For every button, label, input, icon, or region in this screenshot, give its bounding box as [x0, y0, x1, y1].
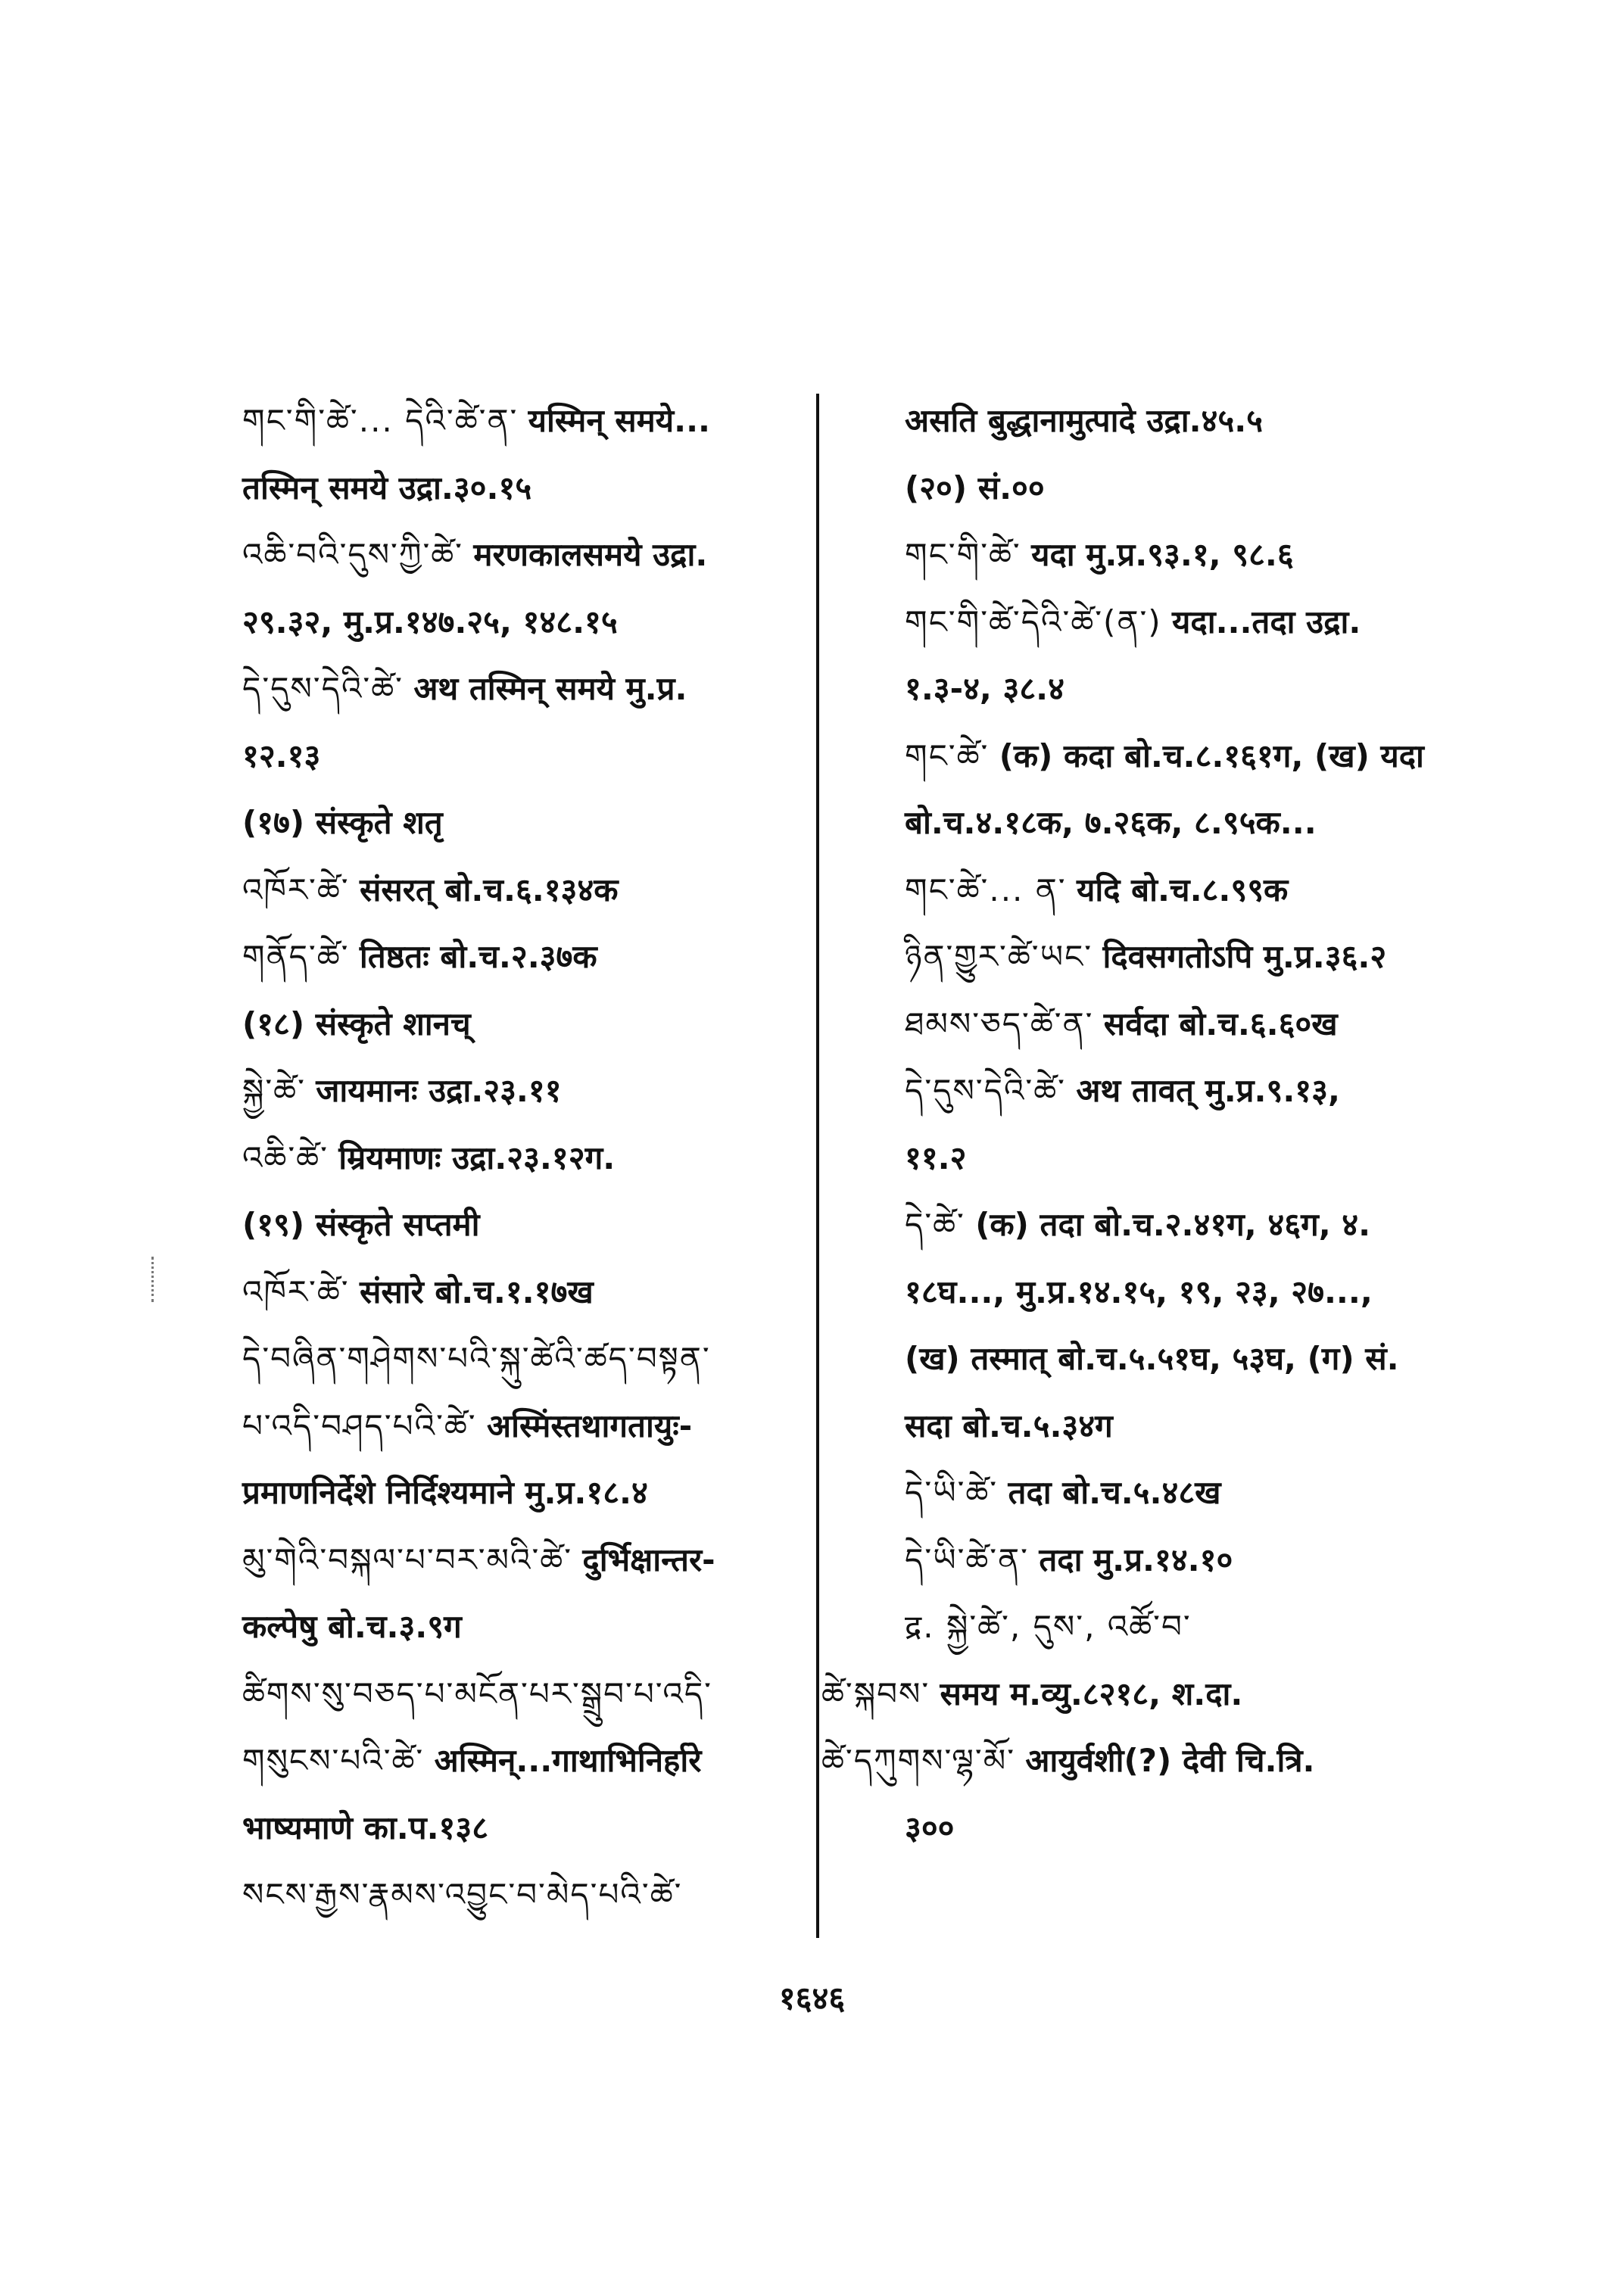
- entry-line: [905, 1204, 1370, 1246]
- tibetan-term: མུ་གེའི་བསྐལ་པ་བར་མའི་ཚེ་: [242, 1541, 573, 1578]
- sanskrit-gloss: दिवसगतोऽपि मु.प्र.३६.२: [1102, 938, 1387, 975]
- sanskrit-gloss: तस्मिन् समये उद्रा.३०.१५: [242, 469, 532, 506]
- entry-line: [242, 869, 618, 911]
- tibetan-term: གནོད་ཚེ་: [242, 938, 350, 975]
- sanskrit-gloss: (ख) तस्मात् बो.च.५.५१घ, ५३घ, (ग) सं.: [905, 1340, 1399, 1377]
- tibetan-term: ཐམས་ཅད་ཚེ་ན་: [905, 1005, 1094, 1042]
- entry-line: [242, 1070, 562, 1112]
- page-number: १६४६: [778, 1980, 846, 2017]
- entry-line: [242, 735, 320, 777]
- sanskrit-gloss: २९.३२, मु.प्र.१४७.२५, १४८.१५: [242, 603, 618, 640]
- sanskrit-gloss: सदा बो.च.५.३४ग: [905, 1407, 1113, 1444]
- sanskrit-gloss: म्रियमाणः उद्रा.२३.१२ग.: [338, 1139, 616, 1176]
- entry-line: [905, 1070, 1340, 1112]
- entry-line: [905, 1472, 1221, 1514]
- sanskrit-gloss: (१८) संस्कृते शानच्: [242, 1005, 471, 1042]
- tibetan-term: འཆི་ཚེ་: [242, 1139, 329, 1176]
- sanskrit-gloss: समय म.व्यु.८२१८, श.दा.: [940, 1675, 1243, 1712]
- sanskrit-gloss: अथ तावत् मु.प्र.९.१३,: [1076, 1072, 1340, 1109]
- tibetan-term: དེ་ཚེ་: [905, 1206, 965, 1243]
- sanskrit-gloss: आयुर्वशी(?) देवी चि.त्रि.: [1025, 1742, 1315, 1779]
- sanskrit-gloss: कल्पेषु बो.च.३.९ग: [242, 1608, 462, 1645]
- entry-line: [242, 467, 531, 509]
- entry-line: [905, 1271, 1373, 1313]
- entry-line: [242, 1137, 615, 1179]
- entry-line: [242, 1472, 648, 1514]
- entry-line: [242, 1673, 712, 1715]
- entry-line: [242, 1003, 471, 1045]
- entry-line: [242, 534, 707, 576]
- entry-line: [242, 1204, 480, 1246]
- margin-mark: [151, 1257, 156, 1302]
- sanskrit-gloss: अथ तस्मिन् समये मु.प्र.: [413, 670, 687, 707]
- tibetan-term: དེ་དུས་དེའི་ཚེ་: [242, 670, 404, 707]
- sanskrit-gloss: यदा मु.प्र.९३.१, ९८.६: [1031, 536, 1294, 573]
- entry-line: [905, 400, 1263, 442]
- entry-line: [905, 668, 1064, 710]
- sanskrit-gloss: भाष्यमाणे का.प.१३८: [242, 1809, 489, 1846]
- tibetan-term: པ་འདི་བཤད་པའི་ཚེ་: [242, 1407, 477, 1444]
- tibetan-term: གང་གི་ཚེ་དེའི་ཚེ་(ན་): [905, 603, 1162, 640]
- entry-line: [905, 936, 1386, 978]
- entry-line: [242, 1405, 692, 1447]
- entry-line: [242, 1271, 594, 1313]
- entry-line: [905, 1137, 966, 1179]
- sanskrit-gloss: तदा मु.प्र.१४.१०: [1039, 1541, 1233, 1578]
- sanskrit-gloss: यदा...तदा उद्रा.: [1172, 603, 1361, 640]
- entry-line: [242, 601, 618, 643]
- sanskrit-gloss: (१७) संस्कृते शतृ: [242, 804, 443, 841]
- tibetan-term: སྐྱེ་ཚེ་: [242, 1072, 306, 1109]
- entry-line: [905, 802, 1317, 844]
- sanskrit-gloss: अस्मिन्...गाथाभिनिर्हारे: [434, 1742, 702, 1779]
- tibetan-term: དེ་ཡི་ཚེ་: [905, 1474, 999, 1511]
- sanskrit-gloss: सर्वदा बो.च.६.६०ख: [1103, 1005, 1338, 1042]
- entry-line: [242, 1807, 488, 1849]
- entry-line: [905, 1606, 1192, 1648]
- entry-line: [905, 534, 1294, 576]
- sanskrit-gloss: तदा बो.च.५.४८ख: [1008, 1474, 1221, 1511]
- tibetan-term: གང་ཚེ་: [905, 737, 990, 774]
- sanskrit-gloss: अस्मिंस्तथागतायुः-: [486, 1407, 693, 1444]
- tibetan-term: གསུངས་པའི་ཚེ་: [242, 1742, 425, 1779]
- entry-line: [905, 1539, 1233, 1581]
- tibetan-term: འཆི་བའི་དུས་ཀྱི་ཚེ་: [242, 536, 463, 573]
- tibetan-term: སངས་རྒྱས་རྣམས་འབྱུང་བ་མེད་པའི་ཚེ་: [242, 1876, 683, 1913]
- sanskrit-gloss: असति बुद्धानामुत्पादे उद्रा.४५.५: [905, 402, 1264, 439]
- entry-line: [905, 1405, 1113, 1447]
- tibetan-term: ཚེ་དཀུགས་ལྷ་མོ་: [821, 1742, 1016, 1779]
- entry-line: [242, 1874, 682, 1916]
- entry-line: [242, 802, 443, 844]
- tibetan-term: གང་ཚེ་... ན་: [905, 871, 1067, 908]
- entry-line: [242, 668, 687, 710]
- tibetan-term: དེ་བཞིན་གཤེགས་པའི་སྐུ་ཚེའི་ཚད་བསྟན་: [242, 1340, 711, 1377]
- entry-line: [905, 1003, 1338, 1045]
- sanskrit-gloss: दुर्भिक्षान्तर-: [582, 1541, 715, 1578]
- tibetan-term: ཉིན་གྱུར་ཚེ་ཡང་: [905, 938, 1093, 975]
- tibetan-term: གང་གི་ཚེ་: [905, 536, 1021, 573]
- sanskrit-gloss: बो.च.४.१८क, ७.२६क, ८.९५क...: [905, 804, 1317, 841]
- tibetan-term: དེ་ཡི་ཚེ་ན་: [905, 1541, 1029, 1578]
- sanskrit-gloss: ११.२: [905, 1139, 967, 1176]
- tibetan-term: ཚེ་སྐབས་: [821, 1675, 930, 1712]
- sanskrit-gloss: जायमानः उद्रा.२३.११: [316, 1072, 562, 1109]
- tibetan-term: द्र. སྐྱེ་ཚེ་, དུས་, འཚོ་བ་: [905, 1608, 1192, 1645]
- sanskrit-gloss: प्रमाणनिर्देशे निर्दिश्यमाने मु.प्र.१८.४: [242, 1474, 648, 1511]
- sanskrit-gloss: ३००: [905, 1809, 955, 1846]
- entry-line: [905, 467, 1045, 509]
- tibetan-term: འཁོར་ཚེ་: [242, 1273, 350, 1310]
- sanskrit-gloss: १८घ..., मु.प्र.१४.१५, १९, २३, २७...,: [905, 1273, 1373, 1310]
- tibetan-term: འཁོར་ཚེ་: [242, 871, 350, 908]
- entry-line: [821, 1740, 1315, 1782]
- entry-line: [242, 936, 597, 978]
- sanskrit-gloss: संसरत् बो.च.६.१३४क: [359, 871, 619, 908]
- sanskrit-gloss: (१९) संस्कृते सप्तमी: [242, 1206, 480, 1243]
- entry-line: [242, 1740, 701, 1782]
- entry-line: [242, 1606, 462, 1648]
- entry-line: [905, 601, 1361, 643]
- sanskrit-gloss: संसारे बो.च.१.१७ख: [359, 1273, 594, 1310]
- sanskrit-gloss: (क) तदा बो.च.२.४१ग, ४६ग, ४.: [975, 1206, 1371, 1243]
- entry-line: [905, 1338, 1399, 1380]
- entry-line: [905, 869, 1288, 911]
- sanskrit-gloss: (क) कदा बो.च.८.१६१ग, (ख) यदा: [999, 737, 1424, 774]
- sanskrit-gloss: (२०) सं.००: [905, 469, 1045, 506]
- entry-line: [242, 1338, 711, 1380]
- sanskrit-gloss: १.३-४, ३८.४: [905, 670, 1064, 707]
- entry-line: [242, 400, 710, 442]
- sanskrit-gloss: यस्मिन् समये...: [528, 402, 711, 439]
- entry-line: [905, 1807, 955, 1849]
- column-divider: [816, 394, 819, 1938]
- entry-line: [821, 1673, 1242, 1715]
- sanskrit-gloss: मरणकालसमये उद्रा.: [473, 536, 708, 573]
- tibetan-term: ཚིགས་སུ་བཅད་པ་མངོན་པར་སྒྲུབ་པ་འདི་: [242, 1675, 712, 1712]
- entry-line: [905, 735, 1424, 777]
- tibetan-term: དེ་དུས་དེའི་ཚེ་: [905, 1072, 1066, 1109]
- entry-line: [242, 1539, 715, 1581]
- sanskrit-gloss: तिष्ठतः बो.च.२.३७क: [359, 938, 597, 975]
- sanskrit-gloss: यदि बो.च.८.९९क: [1076, 871, 1289, 908]
- tibetan-term: གང་གི་ཚེ་... དེའི་ཚེ་ན་: [242, 402, 519, 439]
- sanskrit-gloss: १२.१३: [242, 737, 321, 774]
